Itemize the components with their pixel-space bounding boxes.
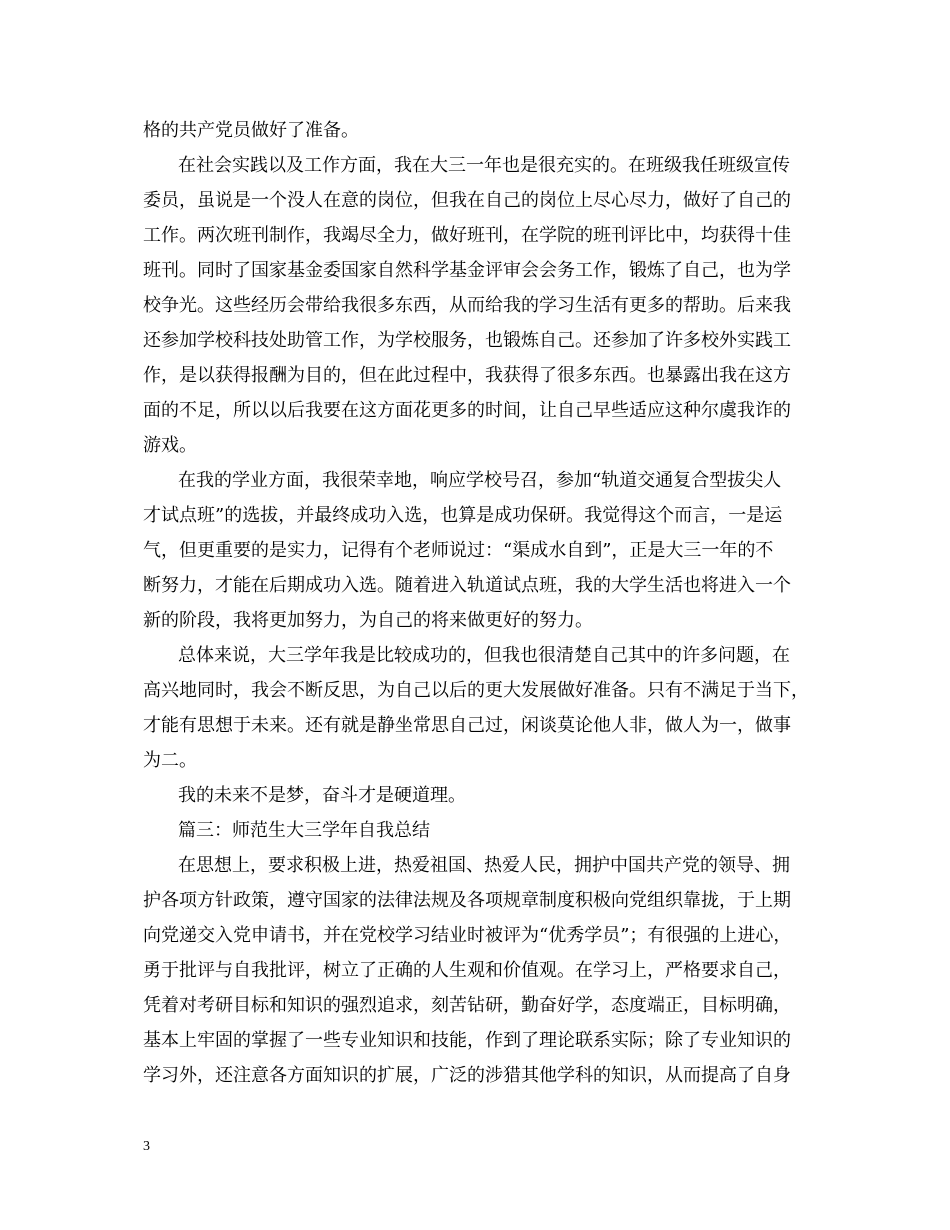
paragraph-start-line: 在思想上，要求积极上进，热爱祖国、热爱人民，拥护中国共产党的领导、拥 xyxy=(178,855,790,876)
page-number: 3 xyxy=(143,1139,150,1154)
text-line: 作，是以获得报酬为目的，但在此过程中，我获得了很多东西。也暴露出我在这方 xyxy=(143,365,791,386)
paragraph-start-line: 总体来说，大三学年我是比较成功的，但我也很清楚自己其中的许多问题，在 xyxy=(178,645,790,666)
text-line: 游戏。 xyxy=(143,435,197,456)
text-line: 学习外，还注意各方面知识的扩展，广泛的涉猎其他学科的知识，从而提高了自身 xyxy=(143,1065,791,1086)
text-line: 才试点班”的选拔，并最终成功入选，也算是成功保研。我觉得这个而言，一是运 xyxy=(143,505,783,526)
text-line: 断努力，才能在后期成功入选。随着进入轨道试点班，我的大学生活也将进入一个 xyxy=(143,575,791,596)
text-line: 基本上牢固的掌握了一些专业知识和技能，作到了理论联系实际；除了专业知识的 xyxy=(143,1030,791,1051)
paragraph-start-line: 在社会实践以及工作方面，我在大三一年也是很充实的。在班级我任班级宣传 xyxy=(178,155,790,176)
text-line: 为二。 xyxy=(143,750,197,771)
text-line: 委员，虽说是一个没人在意的岗位，但我在自己的岗位上尽心尽力，做好了自己的 xyxy=(143,190,791,211)
text-line: 才能有思想于未来。还有就是静坐常思自己过，闲谈莫论他人非，做人为一，做事 xyxy=(143,715,791,736)
text-line: 班刊。同时了国家基金委国家自然科学基金评审会会务工作，锻炼了自己，也为学 xyxy=(143,260,791,281)
text-line: 高兴地同时，我会不断反思，为自己以后的更大发展做好准备。只有不满足于当下， xyxy=(143,680,809,701)
text-line: 凭着对考研目标和知识的强烈追求，刻苦钻研，勤奋好学，态度端正，目标明确， xyxy=(143,995,791,1016)
text-line: 工作。两次班刊制作，我竭尽全力，做好班刊，在学院的班刊评比中，均获得十佳 xyxy=(143,225,791,246)
text-line: 向党递交入党申请书，并在党校学习结业时被评为“优秀学员”；有很强的上进心， xyxy=(143,925,792,946)
text-line: 还参加学校科技处助管工作，为学校服务，也锻炼自己。还参加了许多校外实践工 xyxy=(143,330,791,351)
section-heading: 篇三：师范生大三学年自我总结 xyxy=(178,820,430,841)
text-line: 面的不足，所以以后我要在这方面花更多的时间，让自己早些适应这种尔虞我诈的 xyxy=(143,400,791,421)
text-line: 校争光。这些经历会带给我很多东西，从而给我的学习生活有更多的帮助。后来我 xyxy=(143,295,791,316)
text-line: 格的共产党员做好了准备。 xyxy=(143,120,359,141)
text-line: 护各项方针政策，遵守国家的法律法规及各项规章制度积极向党组织靠拢，于上期 xyxy=(143,890,791,911)
text-line: 勇于批评与自我批评，树立了正确的人生观和价值观。在学习上，严格要求自己， xyxy=(143,960,791,981)
paragraph-start-line: 我的未来不是梦，奋斗才是硬道理。 xyxy=(178,785,466,806)
paragraph-start-line: 在我的学业方面，我很荣幸地，响应学校号召，参加“轨道交通复合型拔尖人 xyxy=(178,470,782,491)
text-line: 气，但更重要的是实力，记得有个老师说过：“渠成水自到”，正是大三一年的不 xyxy=(143,540,774,561)
text-line: 新的阶段，我将更加努力，为自己的将来做更好的努力。 xyxy=(143,610,593,631)
